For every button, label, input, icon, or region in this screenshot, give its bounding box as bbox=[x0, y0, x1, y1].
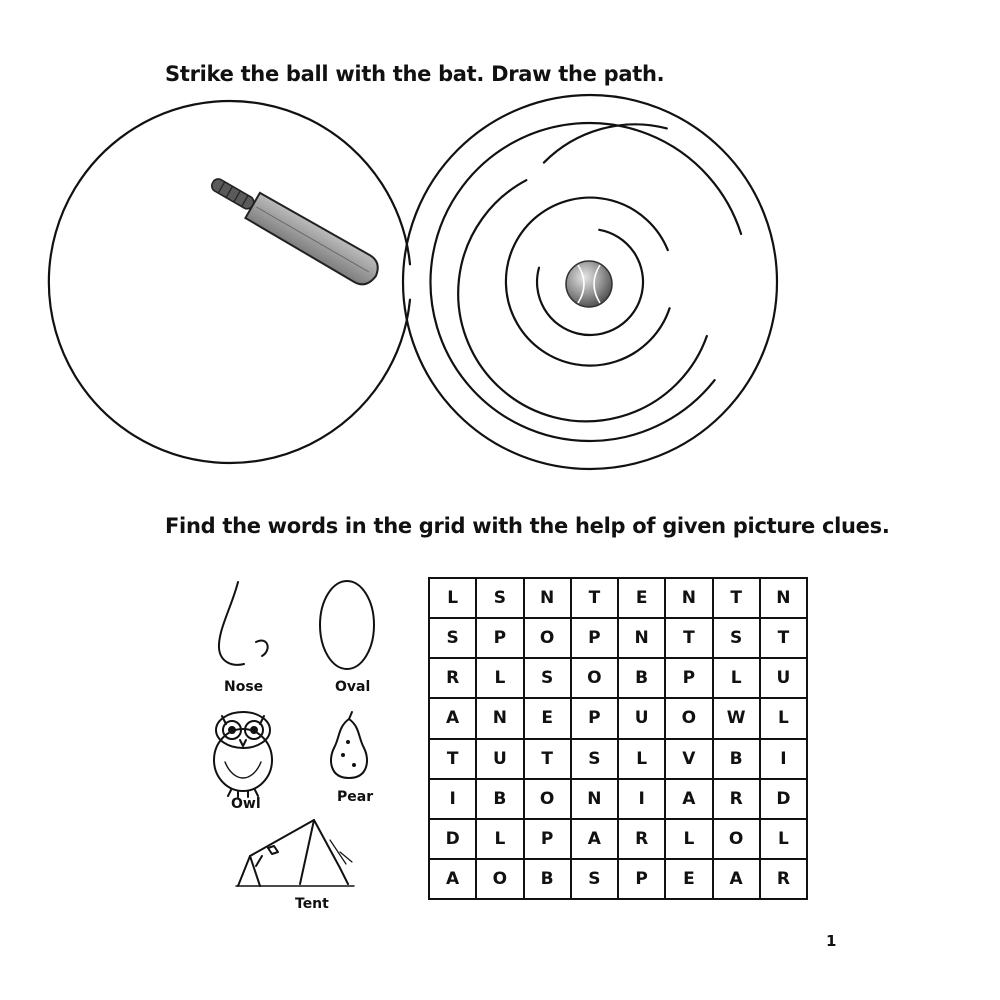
grid-cell[interactable]: R bbox=[760, 859, 807, 899]
grid-cell[interactable]: N bbox=[665, 578, 712, 618]
clue-label-nose: Nose bbox=[224, 679, 264, 695]
grid-cell[interactable]: I bbox=[429, 779, 476, 819]
grid-cell[interactable]: S bbox=[476, 578, 523, 618]
grid-cell[interactable]: B bbox=[713, 739, 760, 779]
word-search-grid bbox=[428, 577, 808, 900]
grid-cell[interactable]: S bbox=[524, 658, 571, 698]
grid-cell[interactable]: B bbox=[524, 859, 571, 899]
grid-cell[interactable]: L bbox=[476, 819, 523, 859]
grid-cell[interactable]: D bbox=[760, 779, 807, 819]
grid-cell[interactable]: S bbox=[571, 859, 618, 899]
grid-row bbox=[429, 698, 807, 738]
grid-cell[interactable]: L bbox=[760, 819, 807, 859]
grid-cell[interactable]: P bbox=[618, 859, 665, 899]
wordsearch-instruction: Find the words in the grid with the help of given picture clues. bbox=[165, 514, 890, 538]
grid-cell[interactable]: L bbox=[618, 739, 665, 779]
grid-row bbox=[429, 658, 807, 698]
grid-cell[interactable]: N bbox=[760, 578, 807, 618]
grid-cell[interactable]: A bbox=[429, 698, 476, 738]
grid-cell[interactable]: L bbox=[429, 578, 476, 618]
grid-cell[interactable]: I bbox=[760, 739, 807, 779]
grid-cell[interactable]: W bbox=[713, 698, 760, 738]
grid-cell[interactable]: A bbox=[571, 819, 618, 859]
grid-cell[interactable]: A bbox=[713, 859, 760, 899]
grid-cell[interactable]: R bbox=[713, 779, 760, 819]
grid-cell[interactable]: E bbox=[665, 859, 712, 899]
grid-cell[interactable]: L bbox=[665, 819, 712, 859]
grid-cell[interactable]: B bbox=[618, 658, 665, 698]
nose-icon bbox=[219, 582, 268, 665]
grid-cell[interactable]: O bbox=[476, 859, 523, 899]
grid-cell[interactable]: D bbox=[429, 819, 476, 859]
grid-cell[interactable]: T bbox=[571, 578, 618, 618]
grid-cell[interactable]: L bbox=[713, 658, 760, 698]
grid-cell[interactable]: R bbox=[618, 819, 665, 859]
grid-row bbox=[429, 578, 807, 618]
grid-cell[interactable]: N bbox=[618, 618, 665, 658]
grid-row bbox=[429, 779, 807, 819]
cricket-bat-icon bbox=[205, 169, 383, 290]
grid-row bbox=[429, 859, 807, 899]
grid-cell[interactable]: T bbox=[524, 739, 571, 779]
grid-cell[interactable]: S bbox=[429, 618, 476, 658]
grid-cell[interactable]: E bbox=[618, 578, 665, 618]
grid-cell[interactable]: B bbox=[476, 779, 523, 819]
grid-cell[interactable]: N bbox=[524, 578, 571, 618]
clue-label-oval: Oval bbox=[335, 679, 371, 695]
grid-cell[interactable]: S bbox=[571, 739, 618, 779]
tent-icon bbox=[236, 820, 354, 886]
grid-cell[interactable]: O bbox=[713, 819, 760, 859]
pear-icon bbox=[331, 712, 367, 778]
grid-cell[interactable]: P bbox=[665, 658, 712, 698]
grid-cell[interactable]: S bbox=[713, 618, 760, 658]
grid-cell[interactable]: E bbox=[524, 698, 571, 738]
grid-cell[interactable]: A bbox=[665, 779, 712, 819]
grid-cell[interactable]: O bbox=[571, 658, 618, 698]
grid-cell[interactable]: R bbox=[429, 658, 476, 698]
oval-icon bbox=[320, 581, 374, 669]
grid-cell[interactable]: V bbox=[665, 739, 712, 779]
grid-cell[interactable]: N bbox=[571, 779, 618, 819]
clue-label-tent: Tent bbox=[295, 896, 329, 912]
grid-cell[interactable]: O bbox=[524, 779, 571, 819]
grid-cell[interactable]: N bbox=[476, 698, 523, 738]
clue-label-pear: Pear bbox=[337, 789, 374, 805]
owl-icon bbox=[214, 712, 272, 797]
grid-cell[interactable]: U bbox=[760, 658, 807, 698]
grid-cell[interactable]: I bbox=[618, 779, 665, 819]
grid-cell[interactable]: T bbox=[760, 618, 807, 658]
grid-cell[interactable]: P bbox=[476, 618, 523, 658]
grid-row bbox=[429, 739, 807, 779]
maze-instruction: Strike the ball with the bat. Draw the path. bbox=[165, 62, 665, 86]
grid-cell[interactable]: P bbox=[524, 819, 571, 859]
grid-row bbox=[429, 819, 807, 859]
grid-cell[interactable]: L bbox=[760, 698, 807, 738]
ball-icon bbox=[566, 261, 612, 307]
grid-cell[interactable]: U bbox=[618, 698, 665, 738]
clue-label-owl: Owl bbox=[231, 796, 261, 812]
grid-cell[interactable]: T bbox=[429, 739, 476, 779]
grid-cell[interactable]: O bbox=[524, 618, 571, 658]
grid-cell[interactable]: A bbox=[429, 859, 476, 899]
grid-cell[interactable]: T bbox=[713, 578, 760, 618]
grid-cell[interactable]: O bbox=[665, 698, 712, 738]
grid-cell[interactable]: U bbox=[476, 739, 523, 779]
grid-cell[interactable]: L bbox=[476, 658, 523, 698]
grid-row bbox=[429, 618, 807, 658]
grid-cell[interactable]: P bbox=[571, 698, 618, 738]
page-number: 1 bbox=[826, 932, 837, 950]
grid-cell[interactable]: T bbox=[665, 618, 712, 658]
grid-cell[interactable]: P bbox=[571, 618, 618, 658]
